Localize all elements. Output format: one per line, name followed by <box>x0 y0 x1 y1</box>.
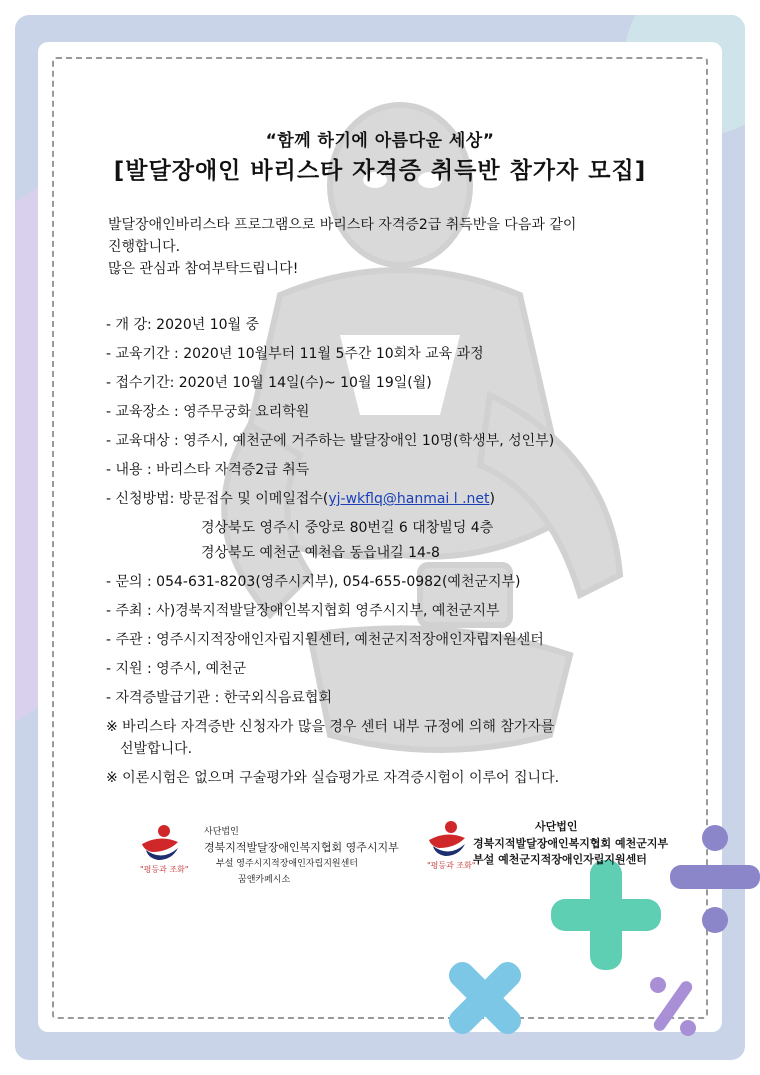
info-place: - 교육장소 : 영주무궁화 요리학원 <box>106 404 310 420</box>
slogan-heading: “함께 하기에 아름다운 세상” <box>265 131 495 151</box>
info-issuer: - 자격증발급기관 : 한국외식음료협회 <box>106 690 332 706</box>
intro-line: 발달장애인바리스타 프로그램으로 바리스타 자격증2급 취득반을 다음과 같이 <box>108 217 577 233</box>
logo-org-name: 경북지적발달장애인복지협회 영주시지부 <box>204 841 399 854</box>
logo-corp-label: 사단법인 <box>204 827 239 837</box>
intro-line: 많은 관심과 참여부탁드립니다! <box>108 261 299 277</box>
logo-sub-center: 부설 예천군지적장애인자립지원센터 <box>473 853 647 866</box>
logo-slogan: "평등과 조화" <box>427 861 476 870</box>
note-selection-cont: 선발합니다. <box>120 741 193 757</box>
info-address-2: 경상북도 예천군 예천읍 동읍내길 14-8 <box>201 545 440 561</box>
intro-paragraph <box>108 214 653 280</box>
info-reception: - 접수기간: 2020년 10월 14일(수)~ 10월 19일(월) <box>106 375 432 391</box>
info-organizer: - 주관 : 영주시지적장애인자립지원센터, 예천군지적장애인자립지원센터 <box>106 632 544 648</box>
intro-line: 진행합니다. <box>108 239 181 255</box>
info-target: - 교육대상 : 영주시, 예천군에 거주하는 발달장애인 10명(학생부, 성인부) <box>106 433 555 449</box>
note-selection-line: ※ 바리스타 자격증반 신청자가 많을 경우 센터 내부 규정에 의해 참가자를 <box>106 719 555 735</box>
info-address-1: 경상북도 영주시 중앙로 80번길 6 대창빌딩 4층 <box>201 520 494 536</box>
note-selection <box>106 716 666 760</box>
info-list <box>106 314 666 796</box>
logo-sub-center: 부설 영주시지적장애인자립지원센터 <box>216 859 358 869</box>
logo-slogan: "평등과 조화" <box>140 865 189 874</box>
info-support: - 지원 : 영주시, 예천군 <box>106 661 247 677</box>
page-title: [발달장애인 바리스타 자격증 취득반 참가자 모집] <box>113 158 647 184</box>
apply-close: ) <box>489 491 495 507</box>
logo-org-name: 경북지적발달장애인복지협회 예천군지부 <box>473 837 669 850</box>
email-link[interactable]: yj-wkflq@hanmai l .net <box>328 491 490 507</box>
info-period: - 교육기간 : 2020년 10월부터 11월 5주간 10회차 교육 과정 <box>106 346 484 362</box>
info-opening: - 개 강: 2020년 10월 중 <box>106 317 260 333</box>
logo-corp-label: 사단법인 <box>535 820 578 833</box>
apply-label: - 신청방법: 방문접수 및 이메일접수( <box>106 491 329 507</box>
yecheon-association-logo <box>425 818 715 888</box>
info-host: - 주최 : 사)경북지적발달장애인복지협회 영주시지부, 예천군지부 <box>106 603 500 619</box>
association-emblem-icon <box>425 818 469 858</box>
logo-cafe-name: 꿈앤카페시소 <box>238 875 291 885</box>
info-content: - 내용 : 바리스타 자격증2급 취득 <box>106 462 310 478</box>
association-emblem-icon <box>138 822 182 862</box>
yeongju-association-logo <box>138 822 408 892</box>
info-inquiry: - 문의 : 054-631-8203(영주시지부), 054-655-0982(예천군지부) <box>106 574 521 590</box>
info-apply <box>106 488 666 517</box>
note-exam: ※ 이론시험은 없으며 구술평가와 실습평가로 자격증시험이 이루어 집니다. <box>106 770 560 786</box>
